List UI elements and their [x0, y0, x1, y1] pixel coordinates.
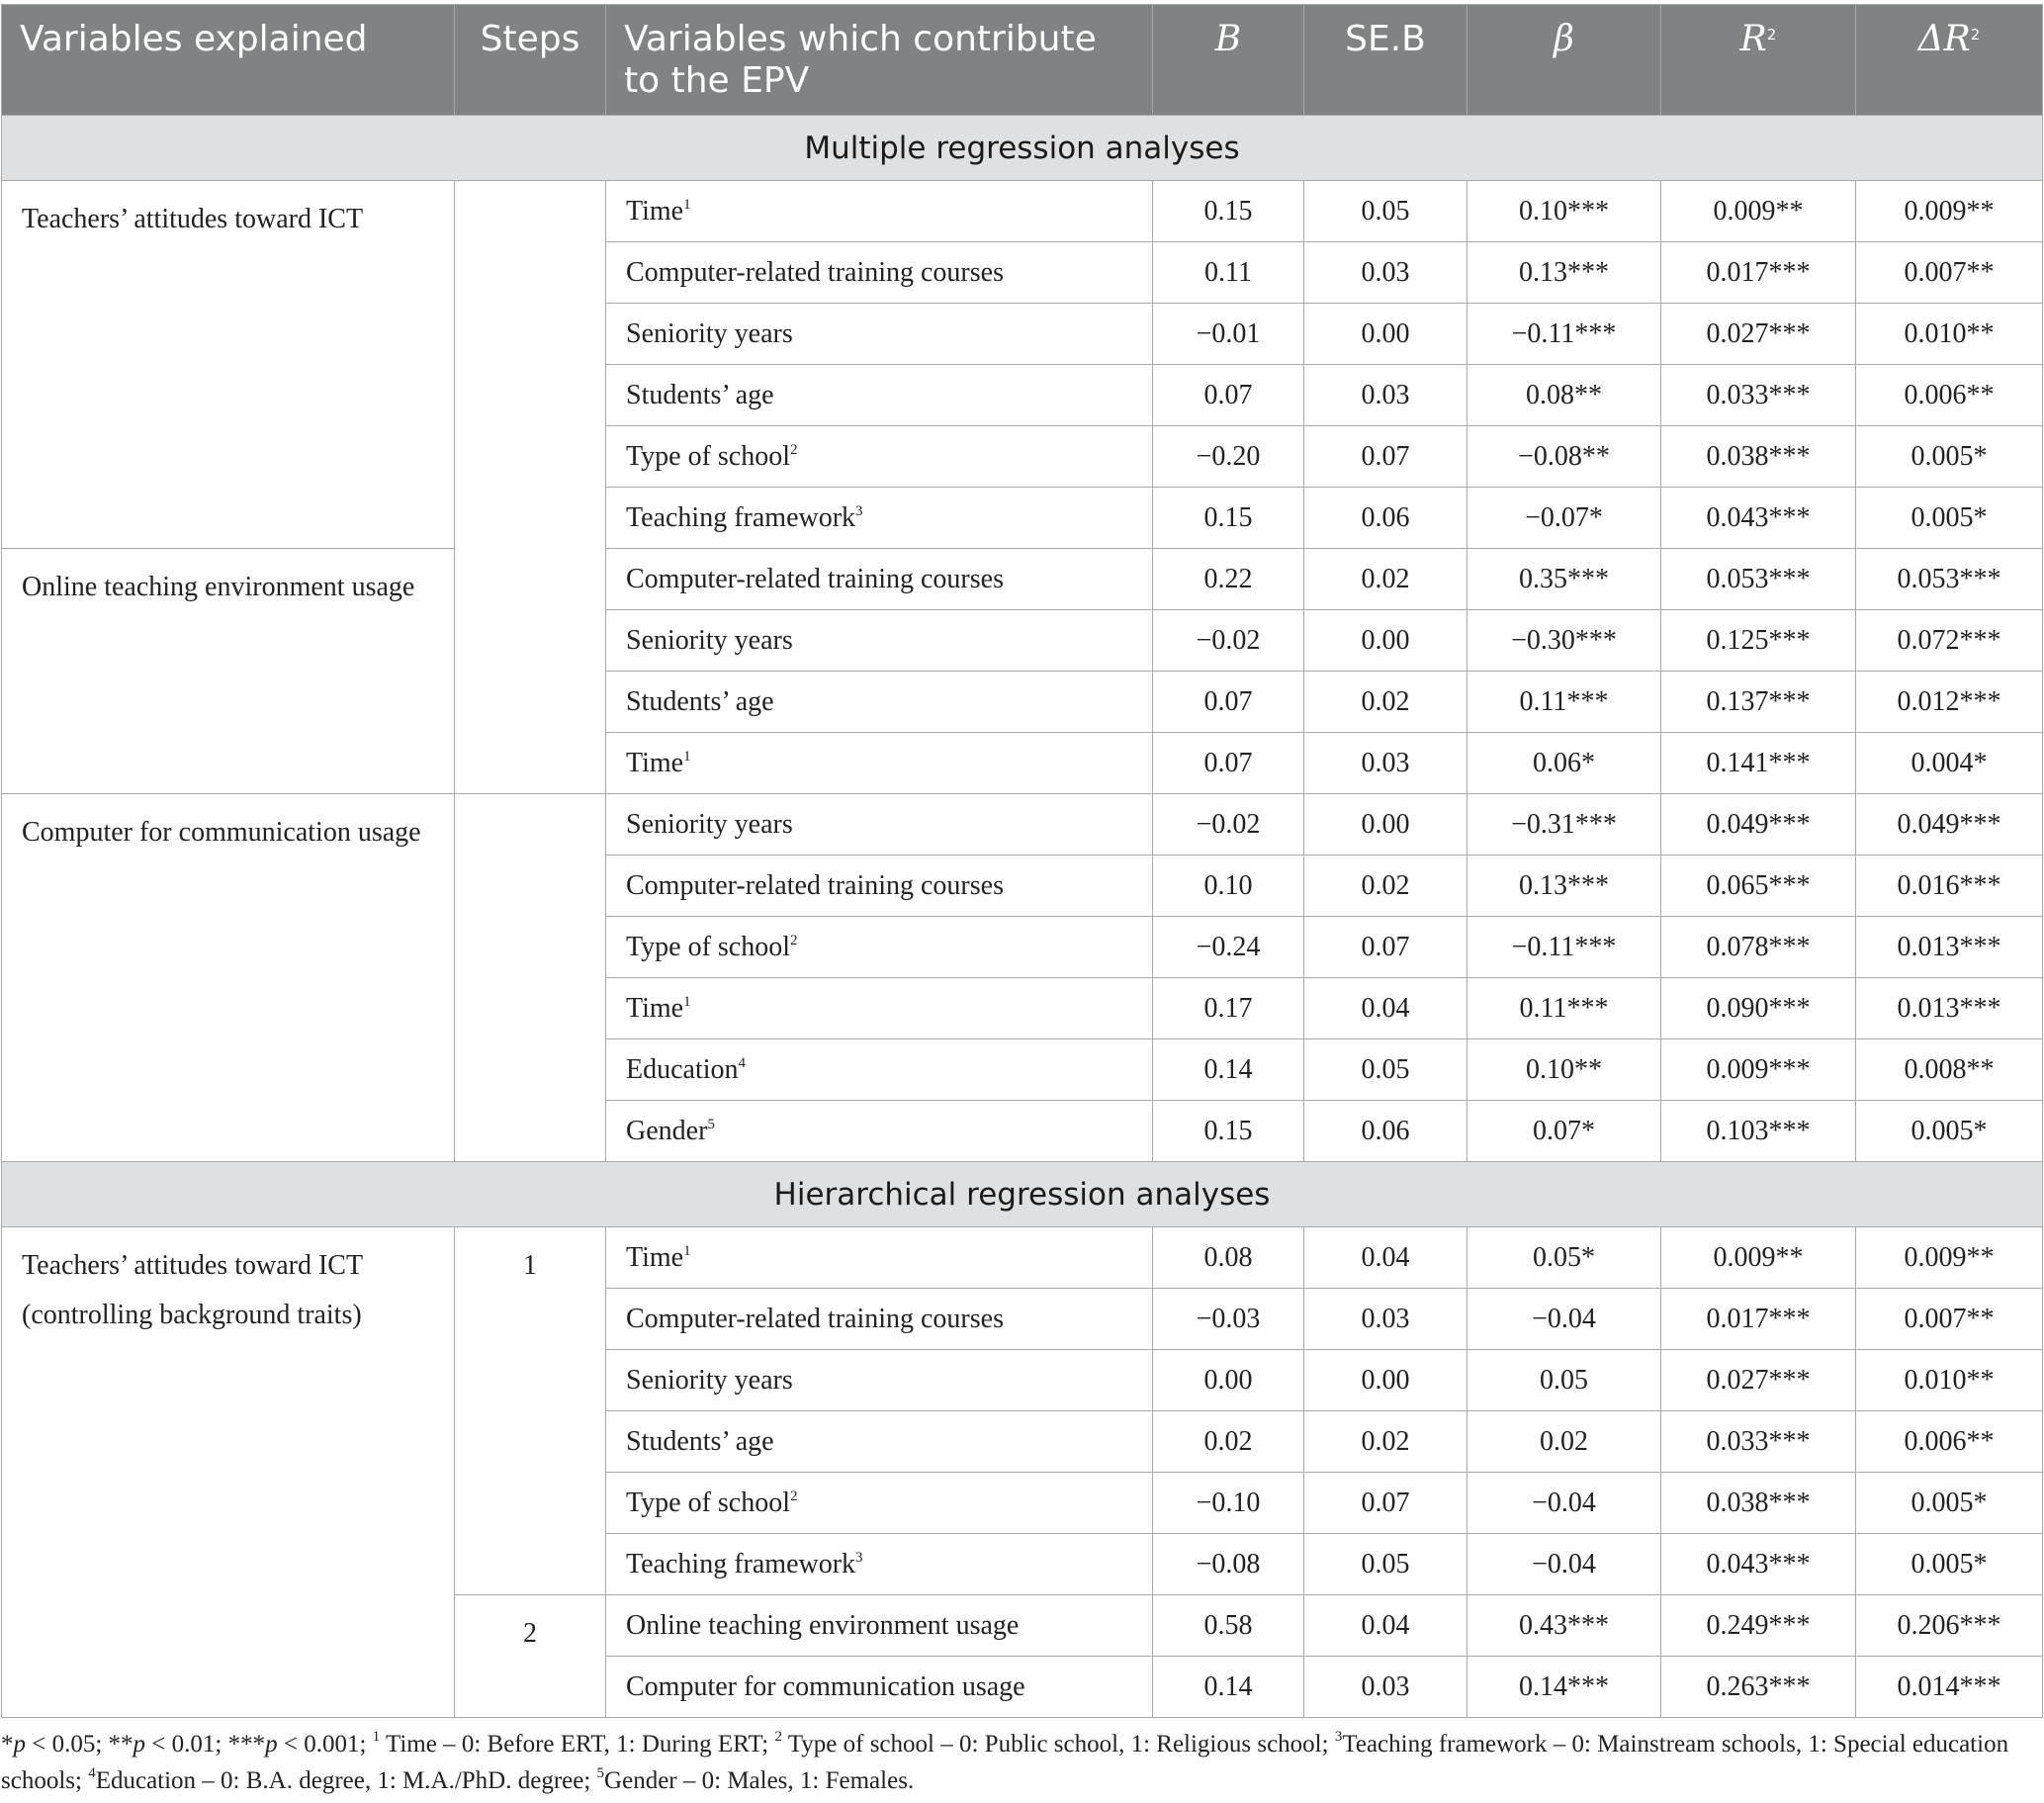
note-p: p: [133, 1731, 146, 1758]
var-name: Type of school: [626, 440, 791, 472]
seb-cell: 0.00: [1304, 794, 1467, 856]
var-name: Time: [626, 195, 684, 226]
var-name: Type of school: [626, 1487, 791, 1518]
delta-r2-cell: 0.013***: [1856, 917, 2043, 978]
r2-cell: 0.137***: [1661, 672, 1856, 733]
var-sup: 3: [855, 1549, 863, 1566]
r2-cell: 0.125***: [1661, 610, 1856, 672]
delta-r2-cell: 0.008**: [1856, 1039, 2043, 1101]
note-sup: 3: [1334, 1729, 1343, 1745]
section-hierarchical: Hierarchical regression analyses: [2, 1162, 2043, 1227]
steps-cell-empty: [455, 794, 606, 1162]
seb-cell: 0.05: [1304, 181, 1467, 242]
beta-cell: 0.35***: [1467, 549, 1661, 610]
var-cell: [606, 672, 1153, 733]
r2-cell: 0.263***: [1661, 1657, 1856, 1718]
b-cell: −0.20: [1153, 426, 1304, 488]
r2-cell: 0.033***: [1661, 1411, 1856, 1473]
header-delta-r2-label: ΔR: [1917, 19, 1971, 59]
seb-cell: 0.03: [1304, 1289, 1467, 1350]
delta-r2-cell: 0.004*: [1856, 733, 2043, 794]
beta-cell: 0.02: [1467, 1411, 1661, 1473]
header-delta-r2-sup: 2: [1970, 26, 1981, 44]
delta-r2-cell: 0.009**: [1856, 1227, 2043, 1289]
var-cell: [606, 1289, 1153, 1350]
var-name: Seniority years: [626, 317, 793, 349]
delta-r2-cell: 0.049***: [1856, 794, 2043, 856]
seb-cell: 0.05: [1304, 1039, 1467, 1101]
var-cell: [606, 794, 1153, 856]
delta-r2-cell: 0.053***: [1856, 549, 2043, 610]
table-footnotes: [1, 1726, 2038, 1799]
delta-r2-cell: 0.007**: [1856, 1289, 2043, 1350]
note-sup: 2: [774, 1729, 782, 1745]
r2-cell: 0.033***: [1661, 365, 1856, 426]
var-cell: [606, 242, 1153, 304]
b-cell: 0.58: [1153, 1595, 1304, 1657]
header-b: [1153, 5, 1304, 116]
r2-cell: 0.090***: [1661, 978, 1856, 1039]
var-cell: [606, 856, 1153, 917]
delta-r2-cell: 0.016***: [1856, 856, 2043, 917]
var-cell: [606, 549, 1153, 610]
var-name: Time: [626, 747, 684, 778]
r2-cell: 0.065***: [1661, 856, 1856, 917]
b-cell: −0.02: [1153, 794, 1304, 856]
delta-r2-cell: 0.005*: [1856, 1473, 2043, 1534]
r2-cell: 0.043***: [1661, 488, 1856, 549]
header-row: [2, 5, 2043, 116]
b-cell: −0.03: [1153, 1289, 1304, 1350]
header-variables-explained: Variables explained: [2, 5, 455, 116]
var-name: Teaching framework: [626, 1548, 856, 1579]
var-name: Gender: [626, 1115, 708, 1146]
beta-cell: 0.07*: [1467, 1101, 1661, 1162]
r2-cell: 0.009**: [1661, 181, 1856, 242]
var-sup: 3: [855, 502, 863, 519]
b-cell: 0.11: [1153, 242, 1304, 304]
var-sup: 5: [707, 1116, 715, 1132]
delta-r2-cell: 0.014***: [1856, 1657, 2043, 1718]
beta-cell: 0.13***: [1467, 242, 1661, 304]
var-cell: [606, 1534, 1153, 1595]
steps-cell-empty: [455, 181, 606, 794]
regression-table: [1, 4, 2043, 1718]
beta-cell: −0.31***: [1467, 794, 1661, 856]
section-row: [2, 1162, 2043, 1227]
seb-cell: 0.06: [1304, 1101, 1467, 1162]
b-cell: 0.17: [1153, 978, 1304, 1039]
var-name: Computer for communication usage: [626, 1670, 1025, 1702]
seb-cell: 0.06: [1304, 488, 1467, 549]
b-cell: −0.08: [1153, 1534, 1304, 1595]
seb-cell: 0.00: [1304, 610, 1467, 672]
b-cell: −0.02: [1153, 610, 1304, 672]
var-cell: [606, 917, 1153, 978]
table-row: [2, 1227, 2043, 1289]
table-row: [2, 549, 2043, 610]
var-cell: [606, 1350, 1153, 1411]
var-name: Type of school: [626, 931, 791, 962]
b-cell: 0.02: [1153, 1411, 1304, 1473]
beta-cell: 0.13***: [1467, 856, 1661, 917]
var-cell: [606, 304, 1153, 365]
header-delta-r2: [1856, 5, 2043, 116]
beta-cell: −0.04: [1467, 1473, 1661, 1534]
b-cell: 0.14: [1153, 1039, 1304, 1101]
r2-cell: 0.027***: [1661, 304, 1856, 365]
section-multiple: Multiple regression analyses: [2, 116, 2043, 181]
note-text: < 0.01; ***: [145, 1731, 266, 1758]
seb-cell: 0.00: [1304, 1350, 1467, 1411]
r2-cell: 0.017***: [1661, 1289, 1856, 1350]
var-name: Computer-related training courses: [626, 869, 1004, 901]
beta-cell: 0.05: [1467, 1350, 1661, 1411]
r2-cell: 0.027***: [1661, 1350, 1856, 1411]
delta-r2-cell: 0.072***: [1856, 610, 2043, 672]
delta-r2-cell: 0.006**: [1856, 365, 2043, 426]
seb-cell: 0.00: [1304, 304, 1467, 365]
beta-cell: −0.04: [1467, 1534, 1661, 1595]
var-cell: [606, 978, 1153, 1039]
var-cell: [606, 1101, 1153, 1162]
beta-cell: 0.11***: [1467, 978, 1661, 1039]
var-sup: 4: [738, 1054, 747, 1071]
r2-cell: 0.009***: [1661, 1039, 1856, 1101]
var-cell: [606, 426, 1153, 488]
delta-r2-cell: 0.005*: [1856, 488, 2043, 549]
var-cell: [606, 1411, 1153, 1473]
note-gender: Gender – 0: Males, 1: Females.: [604, 1767, 915, 1794]
note-sup: 5: [596, 1765, 605, 1781]
var-sup: 2: [790, 932, 798, 948]
seb-cell: 0.02: [1304, 1411, 1467, 1473]
var-cell: [606, 1595, 1153, 1657]
header-contributors: Variables which contribute to the EPV: [606, 5, 1153, 116]
section-row: [2, 116, 2043, 181]
group-attitudes: Teachers’ attitudes toward ICT: [2, 181, 455, 549]
seb-cell: 0.03: [1304, 733, 1467, 794]
var-name: Students’ age: [626, 685, 774, 717]
b-cell: 0.07: [1153, 672, 1304, 733]
var-name: Students’ age: [626, 1425, 774, 1457]
header-steps: Steps: [455, 5, 606, 116]
var-name: Computer-related training courses: [626, 256, 1004, 288]
header-seb: SE.B: [1304, 5, 1467, 116]
seb-cell: 0.04: [1304, 978, 1467, 1039]
note-school: Type of school – 0: Public school, 1: Religious school;: [781, 1731, 1335, 1758]
b-cell: 0.07: [1153, 365, 1304, 426]
note-p: p: [265, 1731, 278, 1758]
note-text: < 0.05; **: [26, 1731, 133, 1758]
delta-r2-cell: 0.010**: [1856, 304, 2043, 365]
note-p: p: [13, 1731, 26, 1758]
var-cell: [606, 610, 1153, 672]
header-r2-sup: 2: [1766, 26, 1777, 44]
b-cell: 0.08: [1153, 1227, 1304, 1289]
group-communication: Computer for communication usage: [2, 794, 455, 1162]
note-text: < 0.001;: [277, 1731, 373, 1758]
var-name: Time: [626, 1241, 684, 1273]
beta-cell: −0.30***: [1467, 610, 1661, 672]
beta-cell: −0.11***: [1467, 917, 1661, 978]
delta-r2-cell: 0.206***: [1856, 1595, 2043, 1657]
r2-cell: 0.017***: [1661, 242, 1856, 304]
beta-cell: −0.11***: [1467, 304, 1661, 365]
delta-r2-cell: 0.005*: [1856, 1534, 2043, 1595]
beta-cell: −0.07*: [1467, 488, 1661, 549]
var-sup: 1: [683, 1242, 691, 1259]
b-cell: 0.07: [1153, 733, 1304, 794]
step-2: 2: [455, 1595, 606, 1718]
r2-cell: 0.009**: [1661, 1227, 1856, 1289]
var-name: Education: [626, 1053, 739, 1085]
header-beta: [1467, 5, 1661, 116]
beta-cell: 0.06*: [1467, 733, 1661, 794]
delta-r2-cell: 0.010**: [1856, 1350, 2043, 1411]
r2-cell: 0.043***: [1661, 1534, 1856, 1595]
delta-r2-cell: 0.013***: [1856, 978, 2043, 1039]
note-framework: Teaching framework – 0: Mainstream schools, 1: Special education schools;: [1, 1731, 2009, 1794]
seb-cell: 0.07: [1304, 426, 1467, 488]
beta-cell: 0.08**: [1467, 365, 1661, 426]
seb-cell: 0.02: [1304, 856, 1467, 917]
group-attitudes-controlled-line2: (controlling background traits): [22, 1300, 362, 1330]
r2-cell: 0.141***: [1661, 733, 1856, 794]
var-name: Time: [626, 992, 684, 1024]
delta-r2-cell: 0.006**: [1856, 1411, 2043, 1473]
r2-cell: 0.078***: [1661, 917, 1856, 978]
var-cell: [606, 733, 1153, 794]
seb-cell: 0.07: [1304, 917, 1467, 978]
var-sup: 2: [790, 441, 798, 458]
delta-r2-cell: 0.007**: [1856, 242, 2043, 304]
var-sup: 2: [790, 1487, 798, 1504]
delta-r2-cell: 0.012***: [1856, 672, 2043, 733]
var-cell: [606, 1473, 1153, 1534]
var-name: Computer-related training courses: [626, 1303, 1004, 1334]
b-cell: −0.01: [1153, 304, 1304, 365]
note-sup: 4: [88, 1765, 96, 1781]
seb-cell: 0.03: [1304, 365, 1467, 426]
header-r2-label: R: [1739, 19, 1767, 59]
group-attitudes-controlled-line1: Teachers’ attitudes toward ICT: [22, 1250, 364, 1281]
b-cell: 0.00: [1153, 1350, 1304, 1411]
var-sup: 1: [683, 748, 691, 765]
note-time: Time – 0: Before ERT, 1: During ERT;: [380, 1731, 775, 1758]
var-name: Teaching framework: [626, 501, 856, 533]
b-cell: 0.14: [1153, 1657, 1304, 1718]
beta-cell: −0.04: [1467, 1289, 1661, 1350]
beta-cell: 0.05*: [1467, 1227, 1661, 1289]
var-cell: [606, 1227, 1153, 1289]
beta-cell: 0.11***: [1467, 672, 1661, 733]
var-name: Seniority years: [626, 624, 793, 656]
seb-cell: 0.03: [1304, 242, 1467, 304]
seb-cell: 0.07: [1304, 1473, 1467, 1534]
b-cell: 0.15: [1153, 181, 1304, 242]
var-name: Computer-related training courses: [626, 563, 1004, 594]
var-name: Seniority years: [626, 1364, 793, 1396]
beta-cell: 0.14***: [1467, 1657, 1661, 1718]
note-education: Education – 0: B.A. degree, 1: M.A./PhD. degree;: [95, 1767, 597, 1794]
beta-cell: 0.43***: [1467, 1595, 1661, 1657]
b-cell: 0.22: [1153, 549, 1304, 610]
beta-cell: 0.10***: [1467, 181, 1661, 242]
r2-cell: 0.049***: [1661, 794, 1856, 856]
seb-cell: 0.04: [1304, 1595, 1467, 1657]
b-cell: 0.15: [1153, 488, 1304, 549]
header-beta-label: β: [1554, 19, 1574, 59]
var-sup: 1: [683, 196, 691, 213]
seb-cell: 0.02: [1304, 672, 1467, 733]
table-row: [2, 794, 2043, 856]
var-name: Students’ age: [626, 379, 774, 410]
beta-cell: 0.10**: [1467, 1039, 1661, 1101]
r2-cell: 0.038***: [1661, 426, 1856, 488]
group-attitudes-controlled: [2, 1227, 455, 1718]
var-cell: [606, 365, 1153, 426]
var-sup: 1: [683, 993, 691, 1010]
group-online: Online teaching environment usage: [2, 549, 455, 794]
r2-cell: 0.038***: [1661, 1473, 1856, 1534]
b-cell: −0.10: [1153, 1473, 1304, 1534]
beta-cell: −0.08**: [1467, 426, 1661, 488]
header-b-label: B: [1214, 19, 1242, 59]
header-r2: [1661, 5, 1856, 116]
step-1: 1: [455, 1227, 606, 1595]
r2-cell: 0.053***: [1661, 549, 1856, 610]
b-cell: −0.24: [1153, 917, 1304, 978]
r2-cell: 0.249***: [1661, 1595, 1856, 1657]
table-row: [2, 181, 2043, 242]
var-cell: [606, 488, 1153, 549]
var-cell: [606, 181, 1153, 242]
delta-r2-cell: 0.009**: [1856, 181, 2043, 242]
b-cell: 0.15: [1153, 1101, 1304, 1162]
seb-cell: 0.02: [1304, 549, 1467, 610]
note-star: *: [1, 1731, 14, 1758]
delta-r2-cell: 0.005*: [1856, 1101, 2043, 1162]
var-name: Online teaching environment usage: [626, 1609, 1020, 1641]
note-sup: 1: [372, 1729, 381, 1745]
b-cell: 0.10: [1153, 856, 1304, 917]
var-cell: [606, 1657, 1153, 1718]
var-name: Seniority years: [626, 808, 793, 840]
seb-cell: 0.03: [1304, 1657, 1467, 1718]
r2-cell: 0.103***: [1661, 1101, 1856, 1162]
seb-cell: 0.05: [1304, 1534, 1467, 1595]
var-cell: [606, 1039, 1153, 1101]
delta-r2-cell: 0.005*: [1856, 426, 2043, 488]
seb-cell: 0.04: [1304, 1227, 1467, 1289]
